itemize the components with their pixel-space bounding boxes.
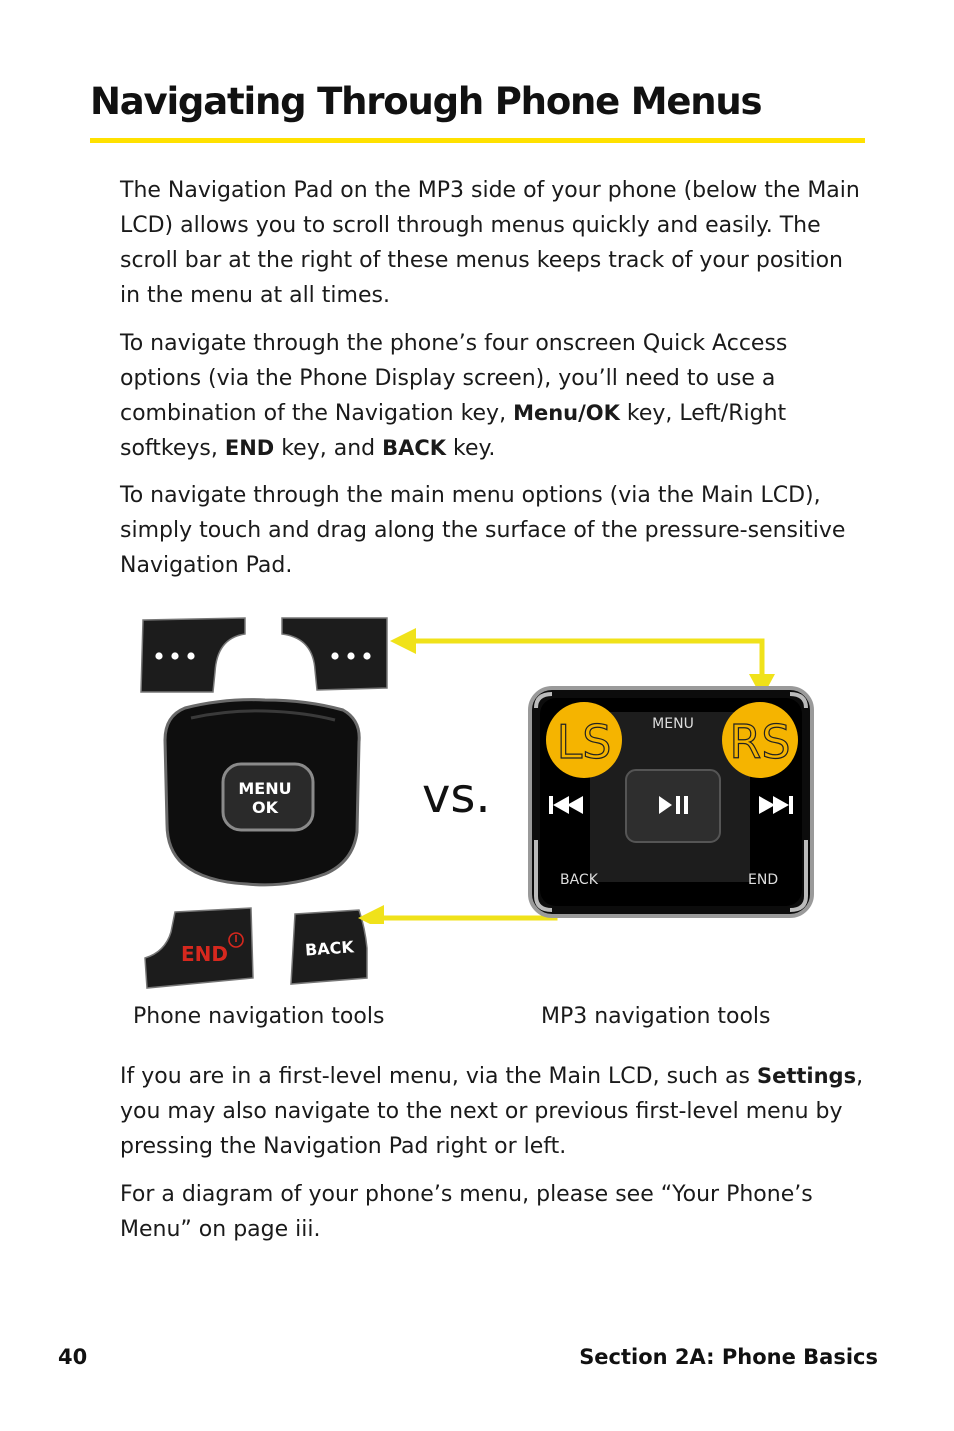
section-title: Section 2A: Phone Basics (579, 1345, 878, 1369)
paragraph-quick-access (120, 326, 870, 466)
paragraph-navigation-pad: The Navigation Pad on the MP3 side of your phone (below the Main LCD) allows you to scroll through menus quickly and easily. The scroll bar at the right of these menus keeps track of your position in the menu at all times. (120, 178, 860, 308)
mp3-menu-label: MENU (652, 716, 694, 732)
end-key-label: END (181, 942, 229, 966)
paragraph-menu-diagram: For a diagram of your phone’s menu, please see “Your Phone’s Menu” on page iii. (120, 1182, 813, 1242)
mp3-navigation-caption: MP3 navigation tools (541, 1004, 771, 1029)
page-number: 40 (58, 1345, 88, 1369)
menu-ok-key (223, 764, 313, 830)
mp3-left-softkey (546, 702, 622, 778)
left-softkey (141, 618, 245, 692)
settings-term: Settings (756, 1064, 857, 1088)
versus-label: vs. (422, 768, 491, 824)
mp3-rs-label: RS (729, 715, 791, 769)
pause-icon (676, 796, 680, 814)
text-fragment: key, Left/Right softkeys, (120, 401, 787, 461)
mp3-ls-label: LS (556, 715, 612, 769)
text-fragment: To navigate through the phone’s four onscreen Quick Access options (via the Phone Display screen), you’ll need to use a combination of the Navigation key, (120, 331, 788, 426)
menu-ok-label-line1: MENU (238, 779, 292, 798)
page-title: Navigating Through Phone Menus (90, 80, 762, 123)
mp3-back-label: BACK (560, 872, 598, 888)
text-fragment: If you are in a first-level menu, via the Main LCD, such as (120, 1064, 757, 1089)
paragraph-first-level-menu (120, 1059, 870, 1164)
title-underline (90, 138, 865, 143)
mp3-right-softkey (722, 702, 798, 778)
text-fragment: key. (446, 436, 496, 461)
back-key-label: BACK (304, 937, 355, 960)
back-key-term: BACK (382, 436, 447, 460)
play-pause-button (626, 770, 720, 842)
end-key-term: END (224, 436, 275, 460)
menu-ok-key-term: Menu/OK (513, 401, 620, 425)
mp3-end-label: END (748, 872, 779, 888)
text-fragment: , you may also navigate to the next or previous first-level menu by pressing the Navigation Pad right or left. (120, 1064, 864, 1159)
text-fragment: key, and (274, 436, 383, 461)
phone-navigation-caption: Phone navigation tools (133, 1004, 385, 1029)
paragraph-main-menu: To navigate through the main menu options (via the Main LCD), simply touch and drag along the surface of the pressure-sensitive Navigation Pad. (120, 483, 846, 578)
back-end-connector-arrow (358, 887, 555, 924)
menu-ok-label-line2: OK (252, 798, 278, 817)
mp3-navigation-figure (350, 612, 820, 924)
end-key (145, 908, 253, 988)
